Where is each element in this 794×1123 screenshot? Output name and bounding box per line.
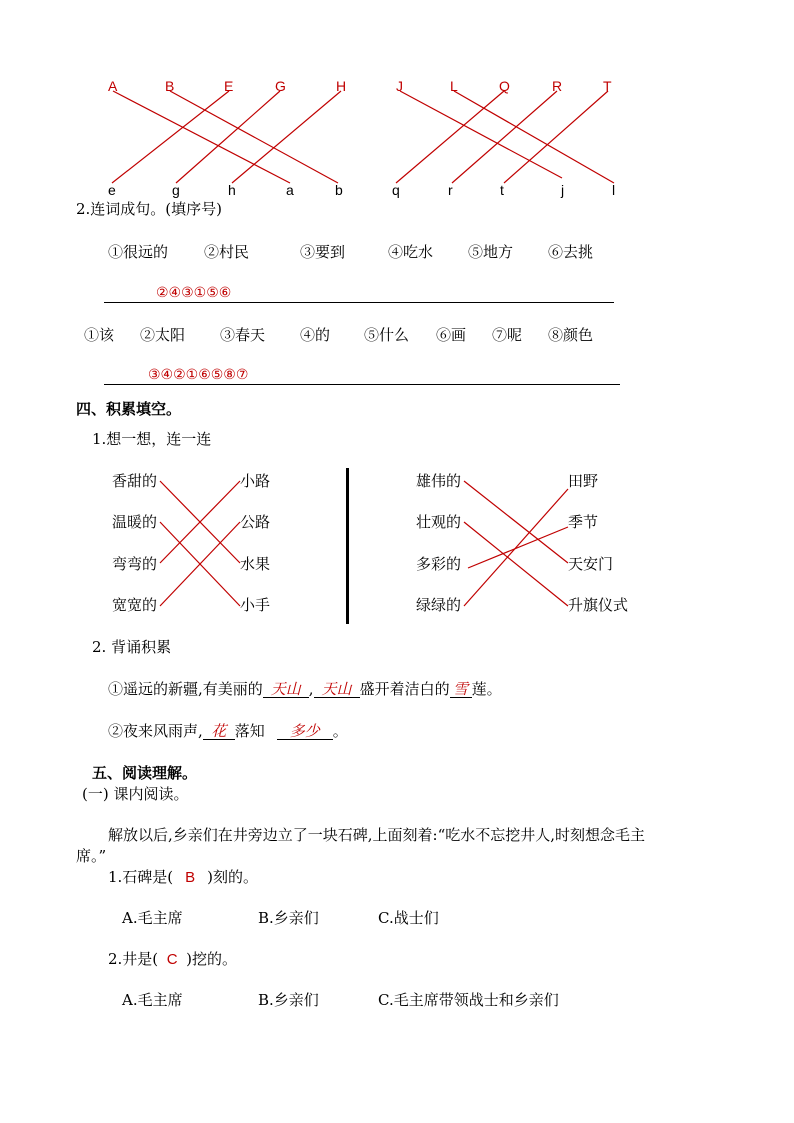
connector-line <box>454 91 614 183</box>
recite-text: 盛开着洁白的 <box>359 680 450 698</box>
word-item: ⑥画 <box>436 326 467 344</box>
recite-blank-1: 天山 <box>263 682 309 698</box>
upper-letter: E <box>224 78 234 94</box>
word-item: ③要到 <box>300 243 346 261</box>
match-word: 雄伟的 <box>416 472 462 490</box>
answer-order-2: ③④②①⑥⑤⑧⑦ <box>148 367 249 383</box>
lower-letter: b <box>335 182 343 198</box>
q2-heading: 2.连词成句。(填序号) <box>76 200 223 218</box>
word-item: ⑦呢 <box>492 326 523 344</box>
upper-letter: R <box>552 78 563 94</box>
word-item: ⑥去挑 <box>548 243 594 261</box>
question-text: 2.井是( <box>108 950 159 968</box>
word-item: ③春天 <box>220 326 266 344</box>
recite-sep: , <box>308 680 314 698</box>
recite-text: 莲。 <box>471 680 502 698</box>
connector-line <box>160 522 240 606</box>
match-word: 多彩的 <box>416 555 462 573</box>
subsection-heading: (一) 课内阅读。 <box>82 785 189 803</box>
connector-line <box>113 91 290 183</box>
upper-letter: G <box>275 78 286 94</box>
option: B.乡亲们 <box>258 991 319 1009</box>
option: C.战士们 <box>378 909 439 927</box>
recite-blank-4: 花 <box>203 724 235 740</box>
match-word: 宽宽的 <box>112 596 158 614</box>
question-text: )挖的。 <box>186 950 238 968</box>
recite-blank-5: 多少 <box>277 724 333 740</box>
recite-title: 2. 背诵积累 <box>92 638 172 656</box>
match-word: 季节 <box>568 513 599 531</box>
match-word: 天安门 <box>568 555 614 573</box>
recite-text: ①遥远的新疆,有美丽的 <box>108 680 263 698</box>
question-answer: B <box>185 869 196 886</box>
match-word: 田野 <box>568 472 599 490</box>
upper-letter: B <box>165 78 175 94</box>
connector-line <box>452 91 557 183</box>
match-title: 1.想一想，连一连 <box>92 430 212 448</box>
connector-line <box>170 91 338 183</box>
connector-line <box>112 91 229 183</box>
word-item: ①该 <box>84 326 115 344</box>
connector-line <box>464 489 568 606</box>
upper-letter: J <box>396 78 403 94</box>
match-word: 弯弯的 <box>112 555 158 573</box>
recite-text: 。 <box>332 722 348 740</box>
recite-blank-3: 雪 <box>450 682 472 698</box>
question-1 <box>108 870 258 885</box>
option: C.毛主席带领战士和乡亲们 <box>378 991 559 1009</box>
word-item: ②太阳 <box>140 326 186 344</box>
connector-line <box>160 481 240 563</box>
upper-letter: H <box>336 78 347 94</box>
lower-letter: g <box>172 182 180 198</box>
question-2 <box>108 952 237 967</box>
lower-letter: j <box>561 182 565 198</box>
word-item: ⑤什么 <box>364 326 410 344</box>
question-answer: C <box>166 951 178 968</box>
match-word: 公路 <box>240 513 271 531</box>
connector-line <box>464 481 568 563</box>
question-text: )刻的。 <box>207 868 259 886</box>
vertical-divider <box>346 468 349 624</box>
upper-letter: L <box>450 78 458 94</box>
upper-letter: A <box>108 78 118 94</box>
match-word: 小路 <box>240 472 271 490</box>
answer-line <box>104 384 620 385</box>
connector-line <box>464 522 568 606</box>
answer-line <box>104 302 614 303</box>
passage-line: 席。” <box>76 847 107 865</box>
question-text: 1.石碑是( <box>108 868 174 886</box>
lower-letter: e <box>108 182 116 198</box>
word-item: ⑤地方 <box>468 243 514 261</box>
match-word: 香甜的 <box>112 472 158 490</box>
word-item: ⑧颜色 <box>548 326 594 344</box>
answer-order-1: ②④③①⑤⑥ <box>156 285 232 301</box>
recite-line-1 <box>108 682 502 698</box>
connector-line <box>504 91 608 183</box>
option: A.毛主席 <box>122 991 183 1009</box>
recite-text: ②夜来风雨声, <box>108 722 203 740</box>
word-item: ④的 <box>300 326 331 344</box>
connector-line <box>176 91 280 183</box>
match-word: 绿绿的 <box>416 596 462 614</box>
lower-letter: l <box>612 182 616 198</box>
connector-line <box>396 91 504 183</box>
word-item: ②村民 <box>204 243 250 261</box>
lower-letter: a <box>286 182 294 198</box>
word-item: ①很远的 <box>108 243 169 261</box>
passage-line: 解放以后,乡亲们在井旁边立了一块石碑,上面刻着:“吃水不忘挖井人,时刻想念毛主 <box>108 826 646 844</box>
match-word: 温暖的 <box>112 513 158 531</box>
upper-letter: T <box>603 78 612 94</box>
connector-line <box>160 522 240 606</box>
match-word: 升旗仪式 <box>568 596 629 614</box>
match-word: 小手 <box>240 596 271 614</box>
match-word: 壮观的 <box>416 513 462 531</box>
recite-line-2 <box>108 724 348 740</box>
option: A.毛主席 <box>122 909 183 927</box>
word-item: ④吃水 <box>388 243 434 261</box>
section-4-heading: 四、积累填空。 <box>76 400 182 418</box>
lower-letter: t <box>500 182 504 198</box>
connector-line <box>232 91 341 183</box>
option: B.乡亲们 <box>258 909 319 927</box>
match-word: 水果 <box>240 555 271 573</box>
lower-letter: q <box>392 182 400 198</box>
upper-letter: Q <box>499 78 510 94</box>
connector-line <box>400 91 562 178</box>
recite-text: 落知 <box>234 722 265 740</box>
lower-letter: h <box>228 182 236 198</box>
connector-line <box>468 527 568 568</box>
lower-letter: r <box>448 182 453 198</box>
recite-blank-2: 天山 <box>314 682 360 698</box>
connector-line <box>160 481 240 563</box>
section-5-heading: 五、阅读理解。 <box>92 764 198 782</box>
